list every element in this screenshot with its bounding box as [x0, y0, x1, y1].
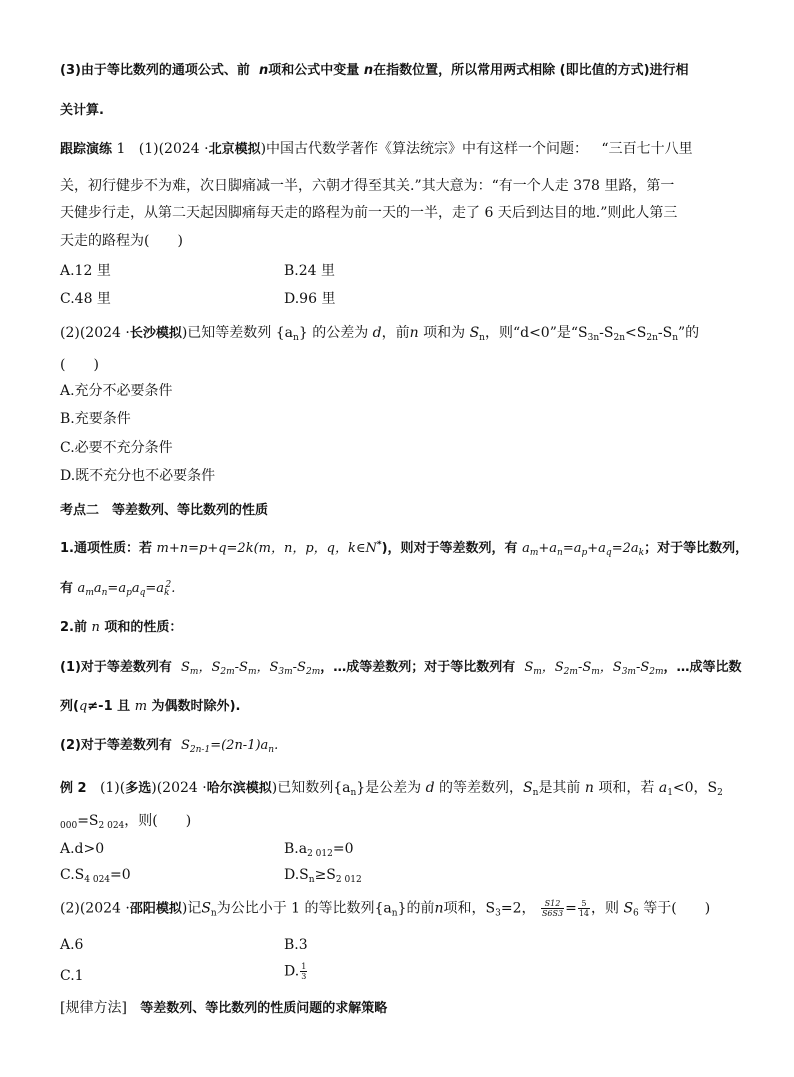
var-n: n — [409, 325, 419, 341]
method-title: 等差数列、等比数列的性质问题的求解策略 — [140, 1001, 388, 1016]
text: )中国古代数学著作《算法统宗》中有这样一个问题： — [260, 141, 589, 157]
exercise-1-line-4: 天走的路程为( ) — [60, 233, 183, 249]
text: D.S — [284, 867, 309, 883]
fraction-denominator: 3 — [301, 972, 307, 981]
text: ，则 — [591, 900, 619, 917]
subscript: 2n-1 — [189, 745, 211, 755]
subscript: m — [85, 588, 94, 598]
subscript: 1 — [667, 788, 673, 798]
subscript: n — [210, 908, 217, 919]
text: } — [298, 325, 308, 341]
text: 项和，若 — [598, 780, 655, 796]
formula-arith-sums — [181, 660, 320, 675]
exercise-2-paren: ( ) — [60, 357, 99, 373]
subscript: m — [189, 667, 199, 677]
text: 2.前 — [60, 620, 87, 635]
text: (2)对于等差数列有 — [60, 738, 172, 753]
formula-geom — [78, 581, 176, 596]
text: ”的 — [678, 325, 700, 341]
subscript: n — [293, 333, 299, 343]
text: a — [93, 581, 102, 596]
text: 有 — [60, 581, 74, 596]
subscript: n — [479, 333, 485, 343]
text: D. — [284, 963, 300, 980]
text: (3)由于等比数列的通项公式、前 — [60, 63, 250, 78]
option-b: B.24 里 — [284, 263, 336, 279]
exercise-1-line-2: 关，初行健步不为难，次日脚痛减一半，六朝才得至其关.”其大意为：“有一个人走 378 里路，第一 — [60, 178, 675, 194]
example-2-line-1 — [60, 779, 723, 798]
option-a: A.6 — [60, 937, 84, 953]
subscript: 3n — [587, 333, 600, 343]
text: -S — [599, 325, 614, 341]
var-s: S — [469, 325, 480, 341]
text: 项和为 — [423, 325, 466, 341]
text: 在指数位置，所以常用两式相除 — [373, 63, 556, 78]
subscript: q — [139, 588, 146, 598]
var-n: n — [363, 63, 374, 78]
option-d: D.既不充分也不必要条件 — [60, 468, 216, 484]
text: =a — [562, 541, 582, 556]
text: = — [565, 900, 577, 917]
formula-s2n-1 — [181, 738, 278, 753]
text: ，…成等比数 — [663, 660, 742, 675]
example-label: 例 2 — [60, 781, 87, 796]
var-s: S — [623, 900, 634, 917]
subscript: n — [391, 908, 398, 919]
subscript: n — [672, 333, 678, 343]
text: )记 — [181, 900, 202, 917]
var-m: m — [134, 699, 148, 714]
subscript: p — [126, 588, 132, 598]
text: ，S — [599, 660, 622, 675]
text: 是其前 — [538, 780, 581, 796]
text: ≥S — [314, 867, 336, 883]
text: 项和，S — [443, 900, 496, 917]
example-2-line-2 — [60, 812, 191, 830]
var-a: a — [658, 780, 668, 796]
property-2-item-1-line-2 — [60, 698, 240, 716]
text: ，S — [198, 660, 221, 675]
text: =S — [77, 813, 99, 829]
subscript: 2 — [717, 788, 723, 798]
text: (2)(2024 — [60, 900, 121, 917]
subscript: 2m — [305, 667, 321, 677]
text: C.S — [60, 867, 85, 883]
subscript: 2 012 — [307, 849, 333, 859]
text: =2a — [611, 541, 639, 556]
source-label: 北京模拟 — [208, 142, 261, 157]
text: 的公差为 — [312, 325, 369, 341]
text: S — [181, 738, 190, 753]
option-b: B.3 — [284, 937, 308, 953]
subscript: n — [557, 548, 563, 558]
text: =a — [145, 581, 165, 596]
subscript: k — [638, 548, 645, 558]
subscript: m — [247, 667, 257, 677]
option-d — [284, 866, 362, 884]
formula: m+n=p+q=2k(m，n，p，q，k∈N — [156, 541, 377, 556]
text: }的前 — [397, 900, 435, 917]
option-c: C.1 — [60, 968, 84, 984]
text: +a — [587, 541, 606, 556]
text: · — [125, 900, 130, 917]
subscript: 3m — [278, 667, 293, 677]
subscript: k — [164, 588, 170, 598]
text: =2， — [500, 900, 536, 917]
property-2-title — [60, 619, 182, 637]
subscript: n — [532, 788, 539, 798]
text: S — [524, 660, 534, 675]
var-q: q — [78, 699, 88, 714]
fraction-denominator: S6S3 — [541, 909, 564, 918]
text: a — [131, 581, 140, 596]
source-label: 邵阳模拟 — [129, 901, 182, 917]
subscript: 6 — [633, 908, 639, 919]
text: ，…成等差数列；对于等比数列有 — [320, 660, 516, 675]
text: 1.通项性质：若 — [60, 541, 152, 556]
text: }是公差为 — [356, 780, 422, 796]
text: {a — [275, 325, 294, 341]
subscript: n — [350, 788, 357, 798]
option-a: A.12 里 — [60, 263, 111, 279]
text: 的等差数列， — [439, 780, 524, 796]
text: 为公比小于 1 的等比数列{a — [216, 900, 392, 917]
text: a — [522, 541, 530, 556]
subscript: n — [308, 875, 315, 885]
option-a: A.d>0 — [60, 841, 105, 857]
option-d — [284, 962, 308, 981]
subscript: 3 — [495, 908, 501, 919]
var-s: S — [523, 780, 533, 796]
fraction-numerator: S12 — [541, 899, 564, 909]
text: ，则( ) — [124, 813, 192, 829]
subscript: m — [591, 667, 600, 677]
text: 关计算. — [60, 103, 104, 118]
subscript: 2n — [646, 333, 658, 343]
property-2-item-2 — [60, 737, 278, 755]
exercise-2-line-1 — [60, 324, 699, 343]
text: 项和公式中变量 — [268, 63, 360, 78]
text: ；对于等比数列， — [644, 541, 749, 556]
source-label: 长沙模拟 — [129, 326, 182, 341]
exercise-number: 1 — [116, 141, 126, 157]
fraction-numerator: 1 — [301, 962, 307, 971]
subscript: n — [268, 745, 275, 755]
text: <0，S — [672, 780, 718, 796]
text: 为偶数时除外 — [151, 699, 230, 714]
text: =0 — [332, 841, 354, 857]
var-n: n — [259, 63, 269, 78]
subscript: 3m — [621, 667, 636, 677]
text: <S — [625, 325, 647, 341]
subscript: 2 024 — [98, 821, 125, 831]
section-title: 考点二 等差数列、等比数列的性质 — [60, 503, 269, 518]
fraction-numerator: 5 — [578, 899, 590, 909]
subscript: 2m — [649, 667, 664, 677]
text: )(2024 — [151, 780, 198, 796]
option-d: D.96 里 — [284, 291, 336, 307]
option-c — [60, 866, 131, 884]
text: )，则对于等差数列，有 — [381, 541, 518, 556]
text: -S — [234, 660, 248, 675]
var-d: d — [425, 780, 435, 796]
text: 等于( ) — [643, 900, 711, 917]
exercise-1-line-3: 天健步行走，从第二天起因脚痛每天走的路程为前一天的一半，走了 6 天后到达目的地.”则此人第三 — [60, 205, 678, 221]
text: B.a — [284, 841, 308, 857]
text: S — [181, 660, 190, 675]
subscript: 2 012 — [335, 875, 362, 885]
text: 项和的性质： — [104, 620, 183, 635]
fraction-denominator: 14 — [578, 909, 589, 918]
text: )已知数列{a — [271, 780, 351, 796]
text: ，S — [256, 660, 279, 675]
text: ≠-1 且 — [87, 699, 131, 714]
var-s: S — [201, 900, 211, 917]
text: 列( — [60, 699, 79, 714]
method-line — [60, 999, 387, 1018]
text: (2)(2024 — [60, 325, 121, 341]
text: ，则“d<0”是“S — [484, 325, 588, 341]
superscript: 2 — [165, 580, 172, 590]
text: (1)对于等差数列有 — [60, 660, 172, 675]
text: -S — [635, 660, 650, 675]
exercise-label: 跟踪演练 — [60, 142, 113, 157]
text: ，前 — [381, 325, 410, 341]
var-n: n — [91, 620, 100, 635]
property-2-item-1-line-1 — [60, 659, 742, 677]
text: “三百七十八里 — [601, 141, 693, 157]
text: )已知等差数列 — [181, 325, 272, 341]
subscript: 2m — [563, 667, 578, 677]
option-a: A.充分不必要条件 — [60, 383, 173, 399]
subscript: m — [533, 667, 542, 677]
text: ，S — [541, 660, 564, 675]
text: -S — [292, 660, 306, 675]
property-1-line-2 — [60, 580, 175, 598]
text: a — [77, 581, 86, 596]
fraction-5-14 — [578, 899, 590, 918]
text: · — [202, 780, 207, 796]
example-2-q2 — [60, 899, 710, 919]
text: · — [125, 325, 130, 341]
text: (即比值的方式)进行相 — [559, 63, 689, 78]
formula-arith — [522, 541, 644, 556]
text: (1)(2024 — [138, 141, 200, 157]
multi-select-tag: 多选 — [125, 781, 152, 796]
text: · — [204, 141, 209, 157]
exercise-1-line-1 — [60, 140, 693, 159]
text: (1)( — [99, 780, 126, 796]
text: =(2n-1)a — [210, 738, 269, 753]
var-n: n — [584, 780, 594, 796]
option-b: B.充要条件 — [60, 411, 131, 427]
method-tag: [规律方法] — [60, 1000, 127, 1016]
subscript: 000 — [60, 821, 78, 831]
var-d: d — [372, 325, 382, 341]
text: . — [171, 581, 176, 596]
subscript: m — [529, 548, 539, 558]
note-line-1 — [60, 62, 689, 80]
text: -S — [657, 325, 673, 341]
text: ). — [229, 699, 241, 714]
superscript: * — [376, 540, 382, 550]
text: =0 — [110, 867, 131, 883]
subscript: 2m — [220, 667, 235, 677]
fraction-1-3 — [300, 962, 307, 981]
subscript: q — [605, 548, 612, 558]
subscript: p — [581, 548, 588, 558]
text: +a — [538, 541, 558, 556]
option-c: C.必要不充分条件 — [60, 440, 173, 456]
option-c: C.48 里 — [60, 291, 111, 307]
subscript: n — [101, 588, 108, 598]
text: . — [274, 738, 279, 753]
fraction-s12-over-s6s3 — [541, 899, 564, 918]
text: =a — [107, 581, 127, 596]
subscript: 4 024 — [84, 875, 111, 885]
text: -S — [577, 660, 592, 675]
note-line-2 — [60, 102, 104, 120]
subscript: 2n — [613, 333, 626, 343]
source-label: 哈尔滨模拟 — [206, 781, 272, 796]
var-n: n — [434, 900, 444, 917]
option-b — [284, 840, 354, 858]
formula-geom-sums — [524, 660, 663, 675]
property-1-line-1 — [60, 540, 748, 558]
